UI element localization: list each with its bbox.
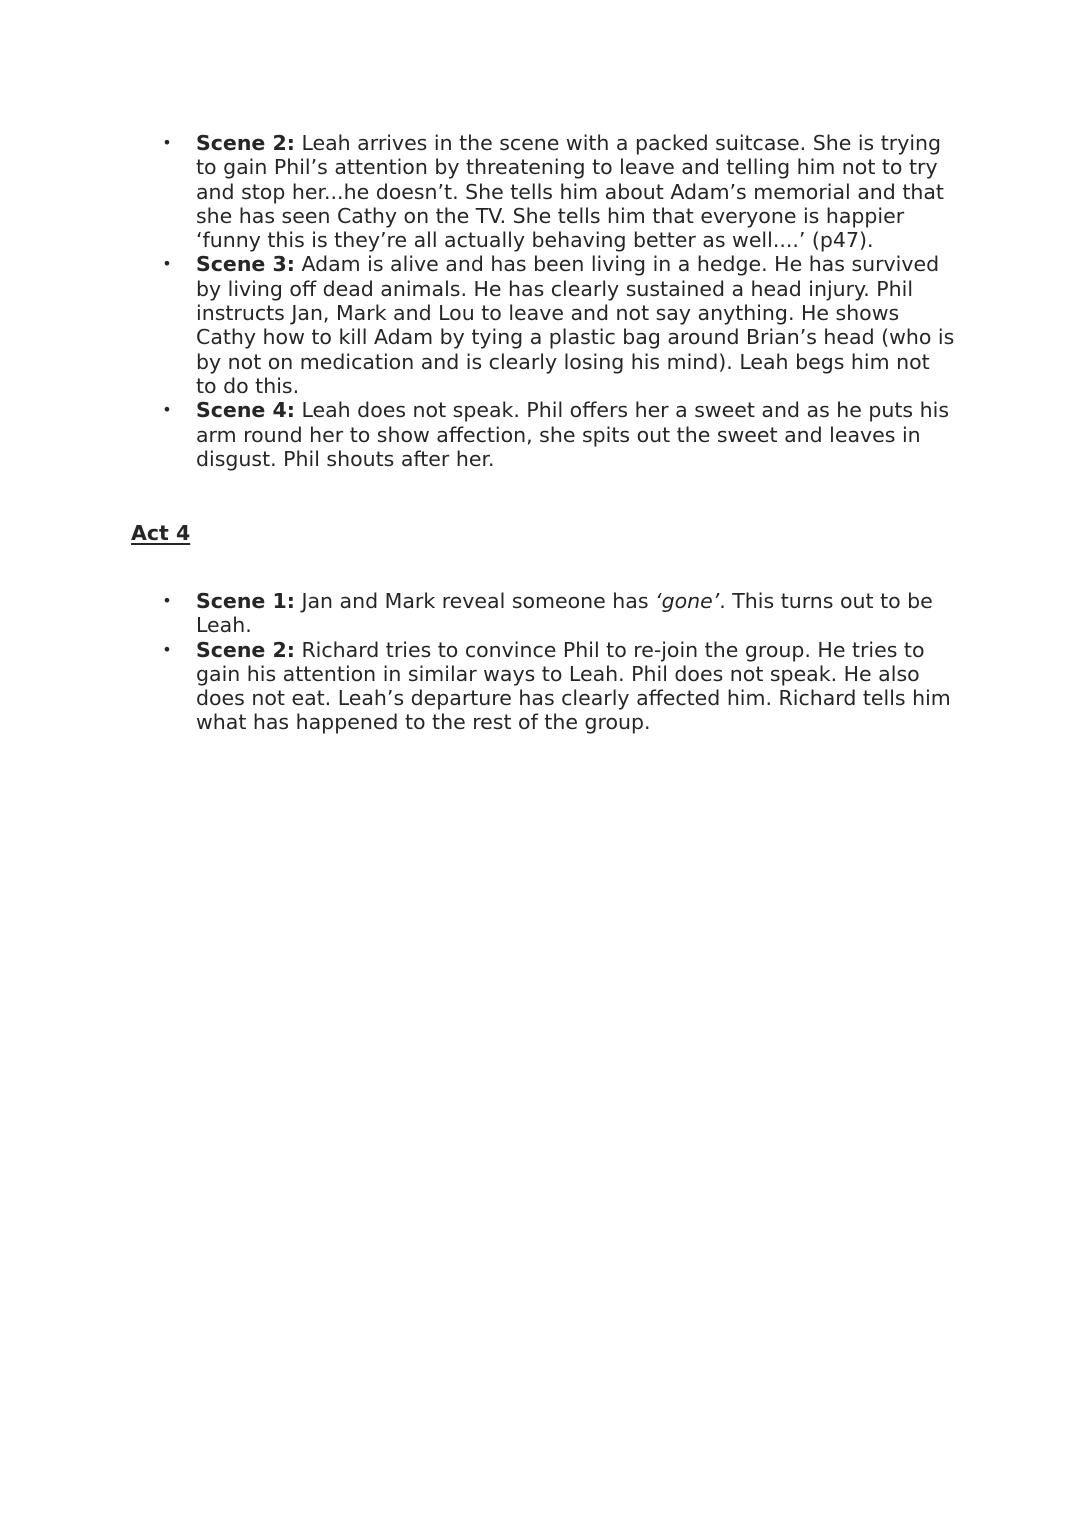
scene-text-italic: ‘gone’ [655, 589, 720, 613]
scene-label: Scene 2: [196, 131, 295, 155]
scene-text: Jan and Mark reveal someone has [294, 589, 656, 613]
bullet-icon: • [162, 400, 172, 420]
bullet-icon: • [162, 591, 172, 610]
scene-text: Leah does not speak. Phil offers her a sweet and as he puts his arm round her to show affection, she spits out the sweet and leaves in disgust. Phil shouts after her. [196, 398, 949, 471]
list-item-act3-scene2 [0, 131, 956, 252]
act3-scene-list [0, 131, 1080, 471]
scene-text: Richard tries to convince Phil to re-join the group. He tries to gain his attention in similar ways to Leah. Phil does not speak. He also does not eat. Leah’s departure has clearly affected him. Richard tells him what has happened to the rest of the group. [196, 637, 951, 735]
bullet-icon: • [162, 639, 172, 659]
scene-label: Scene 2: [196, 637, 295, 662]
list-item-act4-scene2 [0, 638, 956, 735]
scene-label: Scene 4: [196, 398, 295, 423]
scene-text: . This turns out to be Leah. [196, 589, 933, 638]
bullet-icon: • [162, 133, 172, 152]
list-item-act3-scene4 [0, 398, 956, 471]
scene-text: Leah arrives in the scene with a packed suitcase. She is trying to gain Phil’s attention by threatening to leave and telling him not to try and stop her...he doesn’t. She tells him about Adam’s memorial and that she has seen Cathy on the TV. She tells him that everyone is happier ‘funny this is they’re all actually behaving better as well....’ (p47). [196, 131, 944, 253]
scene-text: Adam is alive and has been living in a hedge. He has survived by living off dead animals. He has clearly sustained a head injury. Phil instructs Jan, Mark and Lou to leave and not say anything. He shows Cathy how to kill Adam by tying a plastic bag around Brian’s head (who is by not on medication and is clearly losing his mind). Leah begs him not to do this. [196, 252, 955, 398]
act4-heading: Act 4 [131, 521, 191, 545]
act4-scene-list [0, 589, 1080, 735]
list-item-act3-scene3 [0, 252, 956, 398]
scene-label: Scene 3: [196, 252, 295, 277]
bullet-icon: • [162, 254, 172, 274]
scene-label: Scene 1: [196, 589, 295, 613]
list-item-act4-scene1 [0, 589, 956, 638]
